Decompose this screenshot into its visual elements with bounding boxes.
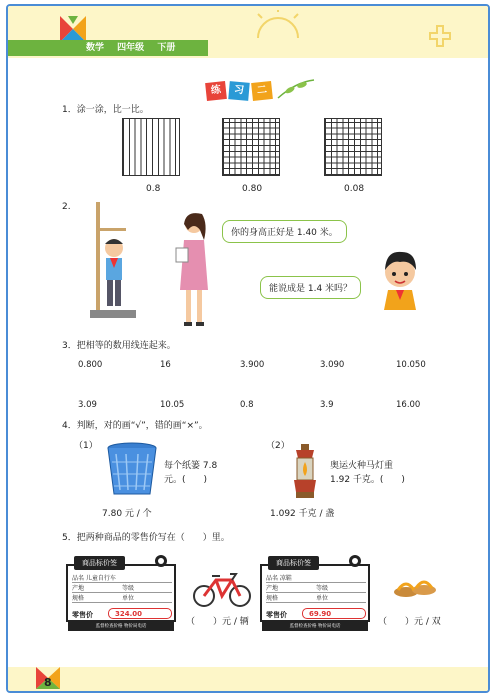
- q3-row2-item[interactable]: 3.9: [320, 400, 334, 410]
- q4-item2-price: 1.092 千克 / 盏: [270, 509, 335, 519]
- teacher-speech-bubble: 你的身高正好是 1.40 米。: [222, 220, 347, 243]
- tag1-answer-blank[interactable]: （ ）元 / 辆: [186, 617, 249, 627]
- price-tag-title: 商品标价签: [268, 556, 319, 570]
- olympic-lantern-icon: [290, 444, 320, 500]
- header-bar: [8, 40, 208, 56]
- q3-row1-item[interactable]: 10.050: [396, 360, 426, 370]
- q2-label: 2.: [62, 202, 71, 212]
- tag1-price-label: 零售价: [72, 611, 93, 619]
- q4-item1-number: （1）: [74, 441, 98, 451]
- q1-value-3: 0.08: [344, 184, 365, 194]
- page-number: 8: [44, 676, 52, 689]
- height-measure-illustration: [90, 198, 150, 322]
- q3-row1-item[interactable]: 16: [160, 360, 171, 370]
- title-char-2: 习: [228, 81, 249, 101]
- leaf-doodle-icon: [276, 78, 316, 100]
- tag1-name: 品名 儿童自行车: [72, 574, 172, 583]
- tag1-spec: 规格 单位: [72, 594, 172, 603]
- title-char-1: 练: [205, 81, 227, 101]
- tag2-origin: 产地 等级: [266, 584, 366, 593]
- q5-label: 5．把两种商品的零售价写在（ ）里。: [62, 533, 230, 543]
- tag2-spec: 规格 单位: [266, 594, 366, 603]
- q3-row1-item[interactable]: 3.090: [320, 360, 345, 370]
- price-tag-sandals: [260, 559, 370, 629]
- q4-label: 4．判断，对的画“√”，错的画“×”。: [62, 421, 208, 431]
- q1-grid-hundredths-b[interactable]: [324, 118, 382, 176]
- boy-illustration: [376, 246, 424, 310]
- boy-speech-bubble: 能说成是 1.4 米吗？: [260, 276, 361, 299]
- q1-value-1: 0.8: [146, 184, 161, 194]
- header-volume: 下册: [157, 43, 176, 53]
- q1-value-2: 0.80: [242, 184, 263, 194]
- wastebasket-icon: [104, 442, 160, 498]
- price-tag-bicycle: [66, 559, 176, 629]
- q3-row2-item[interactable]: 16.00: [396, 400, 421, 410]
- sandals-icon: [392, 574, 438, 600]
- q4-item2-statement-line1: 奥运火种马灯重: [330, 461, 394, 471]
- tag2-price-value: 69.90: [302, 608, 366, 619]
- header-subject: 数学: [86, 43, 105, 53]
- page-frame: [6, 4, 490, 693]
- q3-row2-item[interactable]: 0.8: [240, 400, 254, 410]
- header-grade: 四年级: [117, 43, 145, 53]
- q4-item2-number: （2）: [266, 441, 290, 451]
- tag1-price-value: 324.00: [108, 608, 172, 619]
- price-tag-stamp-icon: [154, 554, 168, 568]
- q1-label: 1．涂一涂，比一比。: [62, 105, 149, 115]
- q1-grid-hundredths-a[interactable]: [222, 118, 280, 176]
- header-band: [8, 6, 488, 58]
- q4-item2-statement-line2[interactable]: 1.92 千克。( ): [330, 475, 405, 485]
- q1-grid-tenths[interactable]: [122, 118, 180, 176]
- q4-item1-price: 7.80 元 / 个: [102, 509, 152, 519]
- footer-band: [8, 667, 488, 691]
- q4-item1-statement-line1: 每个纸篓 7.8: [164, 461, 218, 471]
- teacher-illustration: [172, 210, 216, 330]
- q3-row2-item[interactable]: 10.05: [160, 400, 185, 410]
- q3-label: 3．把相等的数用线连起来。: [62, 341, 176, 351]
- price-tag-stamp-icon: [348, 554, 362, 568]
- tag2-footer: 监督检查价格 物价局电话: [262, 622, 368, 631]
- q4-item1-statement-line2[interactable]: 元。( ): [164, 475, 208, 485]
- sun-doodle-icon: [248, 10, 308, 40]
- tangram-logo-icon: [60, 16, 86, 42]
- title-char-3: 二: [251, 81, 273, 101]
- price-tag-title: 商品标价签: [74, 556, 125, 570]
- bicycle-icon: [192, 568, 252, 608]
- q3-row2-item[interactable]: 3.09: [78, 400, 97, 410]
- tag2-answer-blank[interactable]: （ ）元 / 双: [378, 617, 441, 627]
- q3-row1-item[interactable]: 0.800: [78, 360, 103, 370]
- tag1-footer: 监督检查价格 物价局电话: [68, 622, 174, 631]
- q3-row1-item[interactable]: 3.900: [240, 360, 265, 370]
- plus-doodle-icon: [428, 24, 452, 48]
- tag2-price-label: 零售价: [266, 611, 287, 619]
- exercise-title: [206, 82, 272, 100]
- tag2-name: 品名 凉鞋: [266, 574, 366, 583]
- tag1-origin: 产地 等级: [72, 584, 172, 593]
